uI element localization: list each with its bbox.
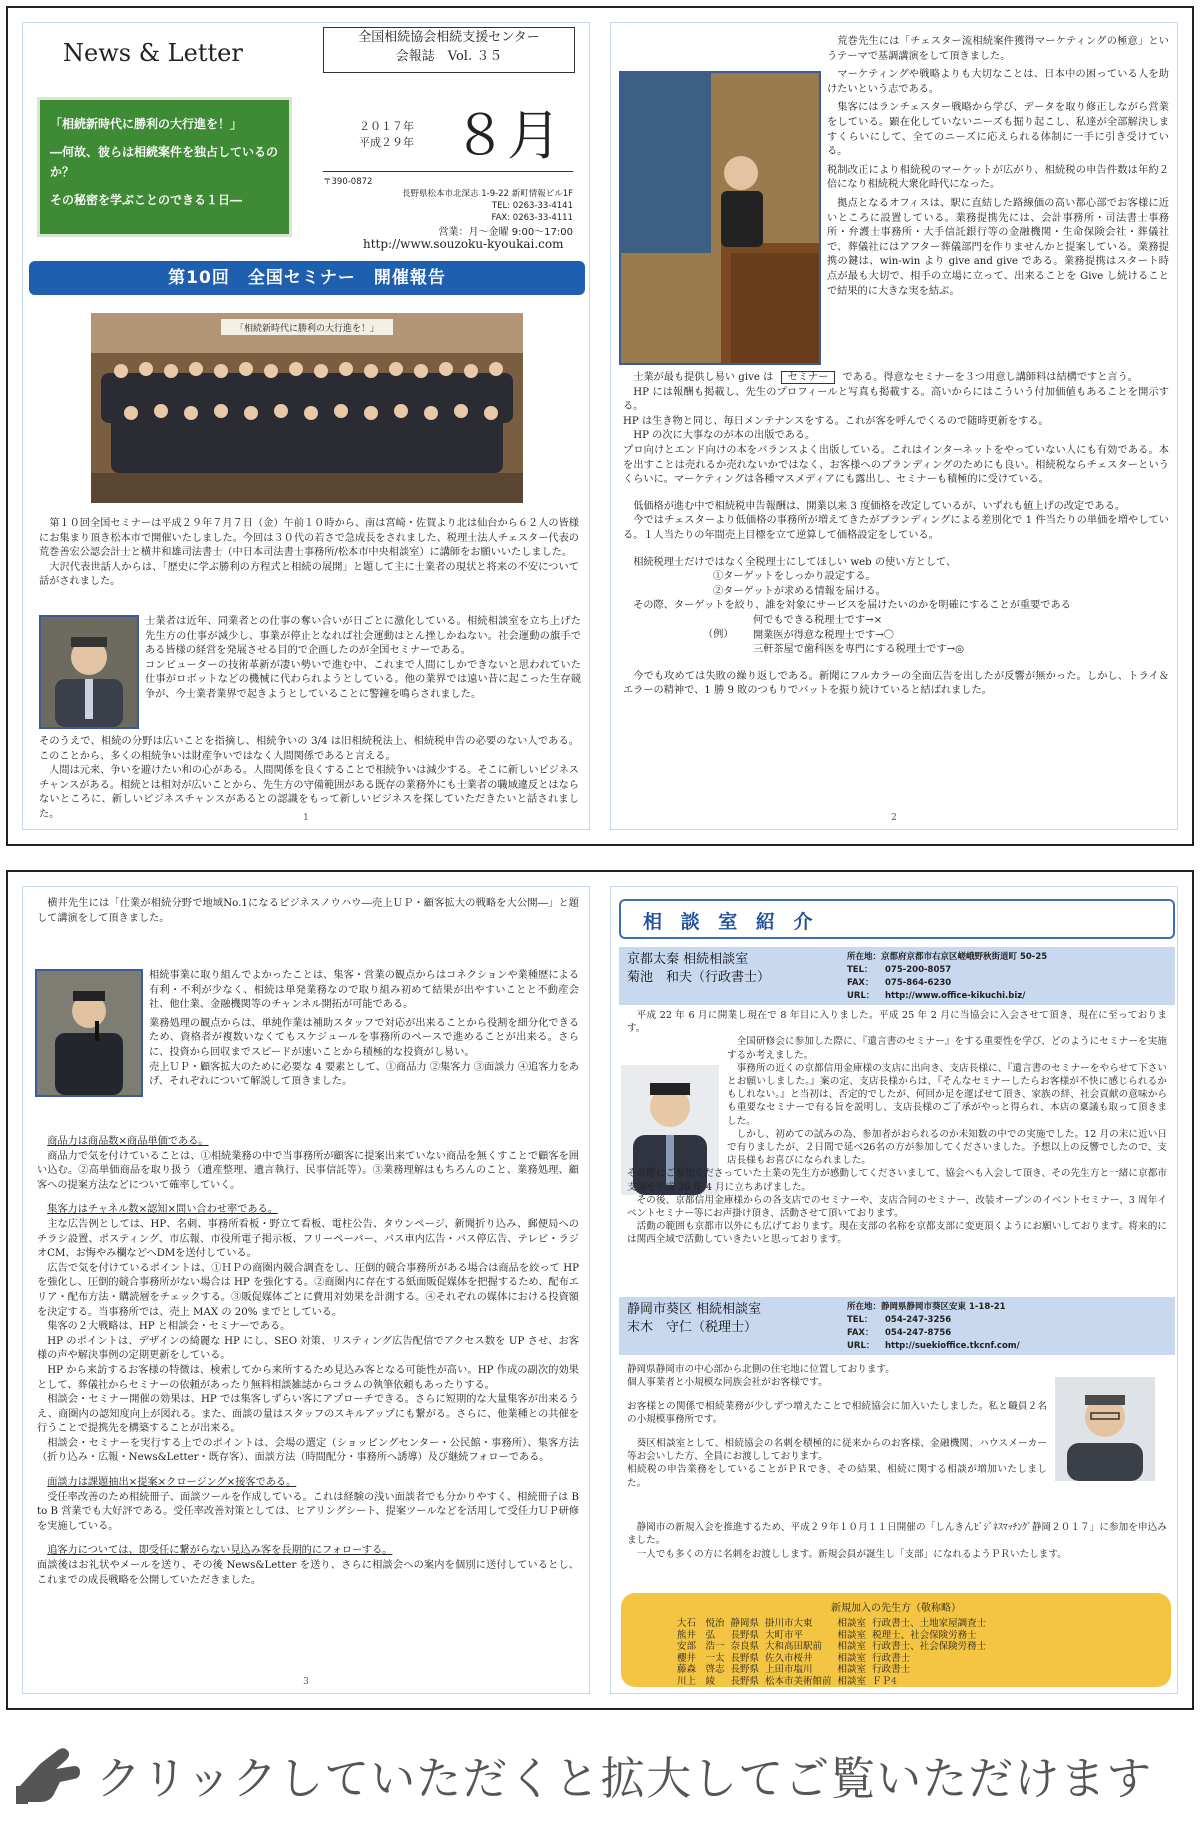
lecture-intro: 荒巻先生には「チェスター流相続案件獲得マーケティングの極意」というテーマで基調講演をして頂きました。 xyxy=(827,36,1169,62)
paragraph-11: 低価格が進む中で相続税申告報酬は、開業以来 3 度価格を改定しているが、いずれも値上げの改定である。 xyxy=(633,500,1125,512)
office-kyoto-name-block xyxy=(627,951,770,987)
member-cell: 行政書士、社会保険労務士 xyxy=(872,1641,987,1653)
paragraph-5: そのうえで、相続の分野は広いことを指摘し、相続争いの 3/4 は旧相続税法上、相続税申告の必要のない人である。このことから、多くの相続争いは財産争いではなく人間関係であると言える。 xyxy=(39,736,579,762)
tel-key: TEL： xyxy=(847,1315,873,1325)
newsletter-spread-bottom[interactable] xyxy=(6,870,1194,1710)
heading-attraction-text: 集客力はチャネル数×認知×問い合わせ率である。 xyxy=(47,1204,278,1216)
heading-follow-text: 追客力については、即受任に繋がらない見込み客を長期的にフォローする。 xyxy=(47,1545,393,1557)
member-cell: 行政書士 xyxy=(872,1664,911,1676)
member-cell: 相談室 xyxy=(837,1618,867,1629)
page3-lecture-intro xyxy=(37,897,579,926)
seminar-box: セミナー xyxy=(781,371,836,384)
member-cell: 行政書士、土地家屋調査士 xyxy=(872,1618,987,1629)
member-cell: 奈良県 xyxy=(730,1641,760,1653)
paragraph-13: 相続税理士だけではなく全税理士にしてほしい web の使い方として、 xyxy=(633,556,957,568)
member-cell: 長野県 xyxy=(730,1652,760,1664)
paragraph-6: 人間は元来、争いを避けたい和の心がある。人間関係を良くすることで相続争いは減少する。そこに新しいビジネスチャンスがある。相続とは相対が広いことから、先生方の守備範囲がある既存の業務外にも士業者の職域違反とはならないところに、新しいビジネスチャンスがあるとの認識をもって新しいビジネスを探していただきたいと話されました。 xyxy=(39,765,579,820)
speaker-photo-yokoi xyxy=(35,969,143,1097)
page3-speaker-text xyxy=(149,969,579,1090)
kyoto-text-1: 平成 22 年 6 月に開業し現在で 8 年目に入りました。平成 25 年 2 月に当協会に入会させて頂き、現在に至っております。 xyxy=(627,1010,1167,1035)
give-seminar-line xyxy=(623,371,1169,386)
member-cell: 掛川市大東 xyxy=(765,1618,813,1629)
paragraph-7: 広告で気を付けているポイントは、①ＨＰの商圏内競合調査をし、圧倒的競合事務所がある場合は商品を絞って HP を強化し、圧倒的競合事務所がない場合は HP を強化する。②商圏内に存在する紙面販促媒体を把握するため、配布エリア・配布方法・購読層をチェックする。③販促媒体ごとに費用対効果を計測する。④それぞれの媒体における投資額を決定する。当事務所では、売上 MAX の 20% までとしている。 xyxy=(37,1262,579,1318)
paragraph-9: HP のポイントは、デザインの綺麗な HP にし、SEO 対策、リスティング広告配信でアクセス数を UP させ、お客様の声や解決事例の定期更新をしている。 xyxy=(37,1335,579,1362)
group-photo xyxy=(91,313,523,503)
tel: TEL: 0263-33-4141 xyxy=(491,201,573,211)
paragraph-9: HP の次に大事なのが本の出版である。 xyxy=(633,430,816,442)
office-kyoto-url-row xyxy=(847,990,1047,1003)
member-cell: ＦＰ xyxy=(872,1675,892,1687)
volume-label: 会報誌 Vol. ３５ xyxy=(395,49,503,64)
association-name: 全国相続協会相続支援センター xyxy=(358,30,540,45)
speaker-image xyxy=(621,73,819,363)
shizuoka-text-1: 静岡県静岡市の中心部から北側の住宅地に位置しております。 xyxy=(627,1364,895,1375)
speaker-image xyxy=(41,617,137,727)
shizuoka-text-6: 静岡市の新規入会を推進するため、平成２９年１０月１１日開催の「しんきんﾋﾞｼﾞﾈｽﾏｯﾁﾝｸﾞ静岡２０１７」に参加を申込みました。 xyxy=(627,1522,1167,1547)
year-era: 平成２９年 xyxy=(359,136,414,149)
page-2 xyxy=(610,22,1178,830)
enlarge-hint-text: クリックしていただくと拡大してご覧いただけます xyxy=(96,1752,1153,1805)
heading-interview xyxy=(37,1476,579,1491)
heading-follow xyxy=(37,1544,579,1559)
member-cell: 櫻井 一太 xyxy=(677,1652,725,1664)
member-row xyxy=(677,1630,992,1642)
pointing-hand-icon xyxy=(14,1742,84,1806)
theme-line-2: ―何故、彼らは相続案件を独占しているのか？ xyxy=(50,145,279,179)
paragraph-3: 集客にはランチェスター戦略から学び、データを取り修正しながら営業をしている。顕在化していないニーズも掘り起こし、私達が全部解決しますくらいにして、全てのニーズに応えられる体制に一手に引き受けている。 xyxy=(827,102,1169,158)
business-hours: 営業：月～金曜 9:00～17:00 xyxy=(438,227,573,238)
tel-key: TEL： xyxy=(847,965,873,975)
portrait-image xyxy=(1055,1377,1155,1481)
paragraph-11: 相談会・セミナー開催の効果は、HP では集客しずらい客にアプローチできる。さらに短期的な大量集客が出来るうえ、商圏内の認知度向上が図れる。また、面談の量はスタッフのスキルアップにも繋がる。さらに、他業種との共催を行うことで提携先を構築することが出来る。 xyxy=(37,1394,579,1435)
member-cell: 長野県 xyxy=(730,1675,760,1687)
member-cell: 川上 綾 xyxy=(677,1675,716,1687)
page1-closing xyxy=(39,735,579,823)
office-intro-title: 相 談 室 紹 介 xyxy=(643,911,819,933)
new-members-box xyxy=(621,1593,1171,1687)
kyoto-text-3: 事務所の近くの京都信用金庫様の支店に出向き、支店長様に、『遺言書のセミナーをやらせて下さいとお願いしました。』案の定、支店長様からは、『そんなセミナーしたらお客様が不快に感じられるかもしれない。』と当初は、否定的でしたが、何回か足を運ばせて頂き、家族の絆、社会貢献の意味からも重要なセミナーで有る旨を説明し、支店長様のご了承がやっと得られ、本店の稟議も取って頂きました。 xyxy=(727,1062,1167,1127)
paragraph-8: HP は生き物と同じ、毎日メンテナンスをする。これが客を呼んでくるので随時更新をする。 xyxy=(623,415,1049,427)
example-1: 何でもできる税理士です→× xyxy=(753,614,883,626)
office-intro-heading xyxy=(619,899,1175,939)
office-shizuoka-contact xyxy=(847,1301,1020,1353)
page1-intro xyxy=(39,517,579,590)
report-banner: 第10回 全国セミナー 開催報告 xyxy=(29,261,585,295)
speaker-photo-aramaki xyxy=(619,71,821,365)
member-cell: 大町市平 xyxy=(765,1629,804,1641)
member-cell: 佐久市桜井 xyxy=(765,1652,813,1664)
member-cell: 相談室 xyxy=(837,1652,867,1664)
office-shizuoka-url-row xyxy=(847,1340,1020,1353)
page-4 xyxy=(610,886,1178,1694)
office-kyoto-tel-row xyxy=(847,964,1047,977)
newsletter-spread-top[interactable] xyxy=(6,6,1194,846)
shizuoka-text-2: 個人事業者と小規模な同族会社がお客様です。 xyxy=(627,1377,828,1389)
office-kyoto-tel: 075-200-8057 xyxy=(885,965,952,975)
paragraph-4: コンピューターの技術革新が凄い勢いで進む中、これまで人間にしかできないと思われていた仕事がロボットなどの機械に代わられようとしている。他の業界では遠い昔に起こった生存競争が、今士業者業界で起きようとしていることに警鐘を鳴らされました。 xyxy=(145,659,581,700)
member-cell: 上田市塩川 xyxy=(765,1664,813,1676)
paragraph-13: 受任率改善のため相続冊子、面談ツールを作成している。これは経験の浅い面談者でも分かりやすく、相続冊子は B to B 営業でも大好評である。受任率改善対策としては、ヒアリングシート、提案ツールなどを活用して受任力ＵＰ研修を実施している。 xyxy=(37,1491,580,1532)
paragraph-12: 相談会・セミナーを実行する上でのポイントは、会場の選定（ショッピングセンター・公民館・事務所）、集客方法（折り込み・広報・News&Letter・既存客）、面談方法（時間配分・事務所へ誘導）及び継続フォローである。 xyxy=(37,1437,579,1464)
paragraph-7: HP には報酬も掲載し、先生のプロフィールと写真も掲載する。高いからにはこういう付加価値もあることを開示する。 xyxy=(623,386,1169,413)
office-kyoto-name: 京都太秦 相続相談室 xyxy=(627,952,749,967)
paragraph-2: マーケティングや戦略よりも大切なことは、日本中の困っている人を助けたいという志である。 xyxy=(827,69,1169,95)
member-cell: 松本市美術館前 xyxy=(765,1675,832,1687)
seminar-theme-box xyxy=(37,97,292,237)
member-row xyxy=(677,1653,992,1665)
url-key: URL： xyxy=(847,1341,875,1351)
office-kyoto-address: 所在地：京都府京都市右京区嵯峨野秋街道町 50-25 xyxy=(847,952,1048,962)
theme-line-1: 「相続新時代に勝利の大行進を！」 xyxy=(50,117,243,131)
example-2: 開業医が得意な税理士です→〇 xyxy=(753,629,894,641)
paragraph-12: 今ではチェスターより低価格の事務所が増えてきたがブランディングによる差別化で 1 件当たりの単価を増やしている。１人当たりの年間売上目標を立て逆算して価格設定をしている。 xyxy=(623,515,1169,541)
office-kyoto-person: 菊池 和夫（行政書士） xyxy=(627,970,771,985)
shizuoka-text-4: 葵区相談室として、相続協会の名刺を積極的に従来からのお客様、金融機関、ハウスメーカー等お会いした方、全員にお渡ししております。 xyxy=(627,1437,1047,1463)
page-number: 4 xyxy=(891,1677,897,1687)
office-kyoto-contact xyxy=(847,951,1047,1003)
paragraph-10: HP から来訪するお客様の特徴は、検索してから来所するため見込み客となる可能性が高い。HP 作成の副次的効果として、葬儀社からセミナーの依頼があったり無料相談雑誌からコラムの執筆依頼もあったりする。 xyxy=(37,1364,579,1391)
issue-year xyxy=(359,119,414,151)
member-cell: 安部 浩一 xyxy=(677,1641,725,1653)
shizuoka-text-3: お客様との関係で相続業務が少しずつ増えたことで相続協会に加入いたしました。私と職員２名の小規模事務所です。 xyxy=(627,1400,1047,1426)
office-shizuoka-name-block xyxy=(627,1301,761,1337)
office-kyoto-url[interactable]: http://www.office-kikuchi.biz/ xyxy=(885,991,1026,1001)
lecture-intro: 横井先生には「仕業が相続分野で地域No.1になるビジネスノウハウ―売上ＵＰ・顧客拡大の戦略を大公開―」と題して講演をして頂きました。 xyxy=(37,898,579,924)
heading-interview-text: 面談力は課題抽出×提案×クロージング×接客である。 xyxy=(47,1477,297,1489)
member-cell: 長野県 xyxy=(730,1629,760,1641)
fax-key: FAX： xyxy=(847,978,874,988)
office-shizuoka-name: 静岡市葵区 相続相談室 xyxy=(627,1302,762,1317)
photo-banner-text: 「相続新時代に勝利の大行進を！」 xyxy=(234,324,380,334)
page3-body xyxy=(37,1135,579,1588)
member-cell: 熊井 弘 xyxy=(677,1629,716,1641)
member-row xyxy=(677,1641,992,1653)
member-cell: 藤森 啓志 xyxy=(677,1664,725,1676)
office-kyoto-text xyxy=(627,1009,1167,1247)
member-row xyxy=(677,1618,992,1630)
year-western: ２０１７年 xyxy=(359,120,414,133)
give-text-end: である。得意なセミナーを３つ用意し講師料は結構ですと言う。 xyxy=(842,372,1138,383)
kyoto-text-4: しかし、初めての試みの為、参加者がおられるのか未知数の中での実施でした。12 月の末に近い日で有りましたが、２日間で延べ26名の方が参加してくださいました。予想以上の反響でしたので、支店長様もお喜びになられました。 xyxy=(727,1128,1167,1167)
paragraph-5: 商品力で気を付けていることは、①相続業務の中で当事務所が顧客に提案出来ていない商品を無くすことで顧客を囲い込む。②高単価商品を取り扱う（遺産整理、遺言執行、民事信託等）。③業務理解はもちろんのこと、業務処理、顧客への提案方法などについて確率していく。 xyxy=(37,1150,579,1191)
office-shizuoka-person: 末木 守仁（税理士） xyxy=(627,1320,758,1335)
office-shizuoka-fax: 054-247-8756 xyxy=(885,1328,952,1338)
member-cell: 大石 悦治 xyxy=(677,1618,725,1629)
paragraph-5: 拠点となるオフィスは、駅に直結した路線価の高い都心部でお客様に近いところに設置している。業務提携先には、会計事務所・司法書士事務所・弁護士事務所・大手信託銀行等の金融機関・生命保険会社・葬儀社で、葬儀社にはアフター葬儀部門を作りませんかと提案している。業務提携の鍵は、win-win より give and give である。業務提携はスタート時点が最も大切で、相手の立場に立って、出来ることを Give し続けることで結果的に大きな実を結ぶ。 xyxy=(827,197,1169,297)
newsletter-title: News & Letter xyxy=(63,39,243,67)
examples-block xyxy=(623,614,1169,658)
kyoto-text-2: 全国研修会に参加した際に、『遺言書のセミナー』をする重要性を学び、どのようにセミナーを実施するか考えました。 xyxy=(727,1036,1167,1061)
list-item-1: ①ターゲットをしっかり設定する。 xyxy=(713,571,876,583)
office-bar-shizuoka xyxy=(619,1297,1175,1355)
group-photo-image xyxy=(91,313,523,503)
paragraph-15: 今でも攻めては失敗の繰り返しである。新聞にフルカラーの全面広告を出したが反響が無かった。しかし、トライ＆エラーの精神で、1 勝 9 敗のつもりでバットを振り続けていると結ばれました。 xyxy=(623,670,1169,697)
give-text: 士業が最も提供し易い give は xyxy=(633,372,774,383)
website-link[interactable]: http://www.souzoku-kyoukai.com xyxy=(363,237,564,251)
office-shizuoka-tel-row xyxy=(847,1314,1020,1327)
office-shizuoka-address: 所在地：静岡県静岡市葵区安東 1-18-21 xyxy=(847,1302,1006,1312)
address: 長野県松本市北深志 1-9-22 新町情報ビル1F xyxy=(402,189,573,199)
heading-attraction xyxy=(37,1203,579,1218)
member-cell: 静岡県 xyxy=(730,1618,760,1629)
chair-remarks: 大沢代表世話人からは、「歴史に学ぶ勝利の方程式と相続の展開」と題して主に士業者の現状と将来の不安について話がされました。 xyxy=(39,561,579,588)
kyoto-text-6: その後、京都信用金庫様からの各支店でのセミナーや、支店合同のセミナー、改装オープンのイベントセミナー、3 周年イベントセミナー等にお声掛け頂き、活動させて頂いております。 xyxy=(627,1194,1167,1220)
office-bar-kyoto xyxy=(619,947,1175,1005)
intro-paragraph: 第１０回全国セミナーは平成２９年７月７日（金）午前１０時から、南は宮崎・佐賀より北は仙台から６２人の皆様にお集まり頂き松本市で開催いたしました。今回は３０代の若さで急成長をされました、税理士法人チェスター代表の荒巻善宏公認会計士と横井和雄司法書士（中日本司法書士事務所/松本市中央相談室）に講師をお願いいたしました。 xyxy=(39,518,579,559)
paragraph-6: 主な広告例としては、HP、名刺、事務所看板・野立て看板、電柱公告、タウンページ、新聞折り込み、郵便局へのチラシ設置、ポスティング、市広報、市役所電子掲示板、フリーペーパー、バス車内広告・バス停広告、テレビ・ラジオCM、お悔やみ欄などへDMを送付している。 xyxy=(37,1218,579,1260)
fax-key: FAX： xyxy=(847,1328,874,1338)
url-key: URL： xyxy=(847,991,875,1001)
kyoto-text-7: 活動の範囲も京都市以外にも広げております。現在支部の名称を京都支部に変更頂くようにお願いしております。将来的には関西全域で活動していきたいと思っております。 xyxy=(627,1221,1167,1246)
member-cell: 行政書士 xyxy=(872,1652,911,1664)
member-cell: 長野県 xyxy=(730,1664,760,1676)
paragraph-10: プロ向けとエンド向けの本をバランスよく出版している。これはインターネットをやっていない人にも有効である。本を出すことは売れるか売れないかではなく、お客様へのブランディングのためにも良い。相続税ならチェスターというくらいに。マーケティングは各種マスメディアにも露出し、セミナーも積極的に受けている。 xyxy=(623,444,1169,486)
list-item-2: ②ターゲットが求める情報を届ける。 xyxy=(713,585,886,597)
association-box xyxy=(323,27,575,73)
photo-sueki xyxy=(1055,1377,1155,1481)
contact-block xyxy=(323,171,573,239)
page-3 xyxy=(22,886,590,1694)
page2-lecture-intro xyxy=(827,35,1169,299)
office-shizuoka-fax-row xyxy=(847,1327,1020,1340)
shizuoka-text-5: 相続税の申告業務をしていることがＰＲでき、その結果、相続に関する相談が増加いたしました。 xyxy=(627,1464,1047,1489)
paragraph-3: 業務処理の観点からは、単純作業は補助スタッフで対応が出来ることから役割を細分化できるため、資格者が複数いなくてもスケジュールを事務所のペースで進めることが出来る。さらに、投資から回収までスピードが速いことから積極的な投資がし易い。 xyxy=(149,1017,579,1058)
member-row xyxy=(677,1664,992,1676)
member-cell: 相談室 xyxy=(837,1629,867,1641)
paragraph-3: 士業者は近年、同業者との仕事の奪い合いが日ごとに激化している。相続相談室を立ち上げた先生方の仕事が減少し、事業が停止となれば社会運動はとん挫しかねない。社会運動の旗手である皆様の経営を発展させる目的で企画したのが全国セミナーである。 xyxy=(145,616,581,657)
paragraph-2: 相続事業に取り組んでよかったことは、集客・営業の観点からはコネクションや業種歴による有利・不利が少なく、相続は単発業務なので取り組み初めて結果が出やすいことと不動産会社、他仕業、金融機関等のチャンネル開拓が可能である。 xyxy=(149,970,579,1011)
heading-product-text: 商品力は商品数×商品単価である。 xyxy=(47,1136,209,1147)
office-shizuoka-text-a xyxy=(627,1363,1047,1490)
office-shizuoka-tel: 054-247-3256 xyxy=(885,1315,952,1325)
heading-product xyxy=(37,1135,579,1150)
speaker-image xyxy=(37,971,141,1095)
postal-code: 〒390-0872 xyxy=(323,177,373,187)
issue-month: ８月 xyxy=(453,104,561,167)
example-3: 三軒茶屋で歯科医を専門にする税理士です→◎ xyxy=(753,644,964,656)
member-cell: 相談室 xyxy=(837,1664,867,1676)
fax: FAX: 0263-33-4111 xyxy=(491,213,573,223)
office-kyoto-fax: 075-864-6230 xyxy=(885,978,952,988)
theme-line-3: その秘密を学ぶことのできる１日― xyxy=(50,193,243,207)
speaker-photo-osawa xyxy=(39,615,139,729)
office-shizuoka-text-b xyxy=(627,1521,1167,1561)
kyoto-text-5: その際にご参加くださっていた土業の先生方が感動してくださいまして、協会へも入会して頂き、その先生方と一緒に京都市支部を平成 26 年 4 月に立ちあげました。 xyxy=(627,1168,1167,1193)
paragraph-14: その際、ターゲットを絞り、誰を対象にサービスを届けたいのかを明確にすることが重要である xyxy=(633,600,1071,612)
new-members-title: 新規加入の先生方（敬称略） xyxy=(831,1603,961,1614)
member-cell: 大和高田駅前 xyxy=(765,1641,823,1653)
page2-body xyxy=(623,371,1169,699)
paragraph-4: 税制改正により相続税のマーケットが広がり、相続税の申告件数は年約２倍になり相続税大衆化時代になった。 xyxy=(827,164,1169,191)
paragraph-14: 面談後はお礼状やメールを送り、その後 News&Letter を送り、さらに相談会への案内を個別に送付しているとし、これまでの成長戦略を公開していただきました。 xyxy=(37,1560,579,1586)
office-kyoto-fax-row xyxy=(847,977,1047,990)
page1-speaker-text xyxy=(145,615,581,703)
page-1 xyxy=(22,22,590,830)
examples-label: （例） xyxy=(703,628,734,640)
paragraph-4: 売上ＵＰ・顧客拡大のために必要な 4 要素として、①商品力 ②集客力 ③面談力 ④追客力をあげ、それぞれについて解説して頂きました。 xyxy=(149,1061,579,1088)
member-cell: 税理士、社会保険労務士 xyxy=(872,1629,977,1641)
paragraph-8: 集客の２大戦略は、HP と相談会・セミナーである。 xyxy=(47,1321,291,1333)
office-shizuoka-url[interactable]: http://suekioffice.tkcnf.com/ xyxy=(885,1341,1020,1351)
enlarge-hint-bar[interactable] xyxy=(0,1720,1200,1847)
shizuoka-text-7: 一人でも多くの方に名刺をお渡しします。新規会員が誕生し「支部」になれるようＰＲいたします。 xyxy=(636,1548,1067,1560)
member-cell: 相談室 xyxy=(837,1675,867,1687)
page-number: 2 xyxy=(891,813,897,823)
page-number: 1 xyxy=(303,813,309,823)
page-number: 3 xyxy=(303,1677,309,1687)
member-cell: 相談室 xyxy=(837,1641,867,1653)
